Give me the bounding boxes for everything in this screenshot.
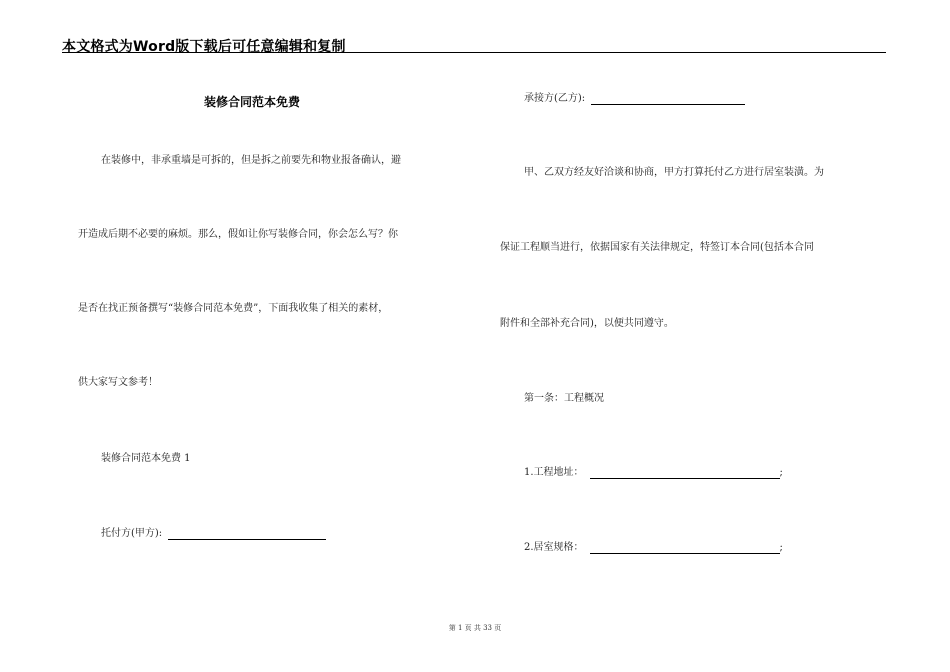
- paragraph-line: 甲、乙双方经友好洽谈和协商，甲方打算托付乙方进行居室装潢。为: [524, 167, 824, 178]
- section-heading: 装修合同范本免费 1: [101, 453, 191, 464]
- document-title: 装修合同范本免费: [204, 95, 301, 109]
- paragraph-line: 是否在找正预备撰写“装修合同范本免费”，下面我收集了相关的素材，: [78, 303, 389, 314]
- paragraph-line: 供大家写文参考！: [78, 377, 158, 388]
- room-spec-field-blank: [590, 543, 780, 554]
- address-field-blank: [590, 468, 780, 479]
- address-field: [524, 467, 783, 479]
- room-spec-field-label: 2.居室规格：: [524, 542, 584, 553]
- contractor-field-label: 承接方(乙方):: [524, 93, 586, 104]
- address-field-label: 1.工程地址：: [524, 467, 584, 478]
- contractor-field: [524, 93, 745, 105]
- client-field: [101, 528, 326, 540]
- room-spec-field: [524, 542, 783, 554]
- client-field-label: 托付方(甲方):: [101, 528, 163, 539]
- client-field-blank: [168, 529, 326, 540]
- field-terminator: ;: [779, 467, 783, 478]
- paragraph-line: 保证工程顺当进行，依据国家有关法律规定，特签订本合同(包括本合同: [500, 242, 814, 253]
- paragraph-line: 在装修中，非承重墙是可拆的，但是拆之前要先和物业报备确认，避: [101, 155, 401, 166]
- article-heading: 第一条：工程概况: [524, 393, 604, 404]
- paragraph-line: 附件和全部补充合同)，以便共同遵守。: [500, 318, 674, 329]
- page-footer: 第 1 页 共 33 页: [448, 624, 502, 632]
- document-header: 本文格式为Word版下载后可任意编辑和复制: [62, 39, 346, 55]
- paragraph-line: 开造成后期不必要的麻烦。那么，假如让你写装修合同，你会怎么写？你: [78, 229, 398, 240]
- header-divider: [62, 52, 886, 53]
- field-terminator: ;: [779, 542, 783, 553]
- contractor-field-blank: [591, 94, 745, 105]
